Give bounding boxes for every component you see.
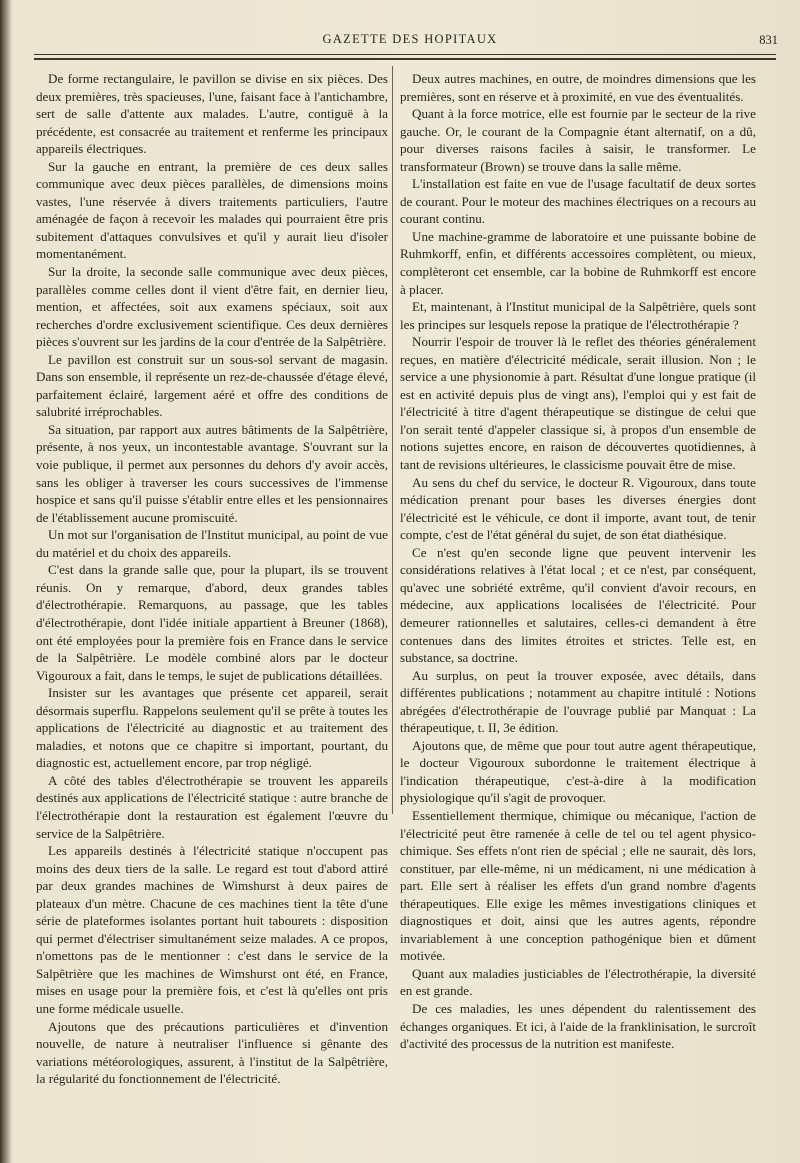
paragraph: Insister sur les avantages que présente cet appareil, serait désormais superflu. Rappelons seulement qu'il se prête à toutes les applications de l'électricité au diagnostic et au traitement des maladies, et notons que ce chapitre si important, pourtant, du diagnostic est, actuellement encore, par trop négligé. [36, 685, 388, 771]
paragraph: Quant aux maladies justiciables de l'électrothérapie, la diversité en est grande. [400, 965, 756, 999]
journal-title: GAZETTE DES HOPITAUX [322, 32, 498, 46]
paragraph: L'installation est faite en vue de l'usage facultatif de deux sortes de courant. Pour le moteur des machines électriques on a recours au courant continu. [400, 176, 756, 227]
left-column [36, 70, 388, 1088]
paragraph: Sur la droite, la seconde salle communique avec deux pièces, parallèles comme celles dont il vient d'être fait, en dernier lieu, mention, et affectées, soit aux examens spéciaux, soit aux recherches d'ordre exclusivement scientifique. Ces deux dernières pièces s'ouvrent sur les jardins de la cour d'entrée de la Salpêtrière. [36, 264, 388, 350]
paragraph: Et, maintenant, à l'Institut municipal de la Salpêtrière, quels sont les principes sur lesquels repose la pratique de l'électrothérapie ? [400, 299, 756, 332]
paragraph: A côté des tables d'électrothérapie se trouvent les appareils destinés aux applications de l'électricité statique : autre branche de l'électrothérapie dont la restauration est également l'œuvre du service de la Salpêtrière. [36, 772, 388, 841]
paragraph: Un mot sur l'organisation de l'Institut municipal, au point de vue du matériel et du choix des appareils. [36, 527, 388, 560]
paragraph: Les appareils destinés à l'électricité statique n'occupent pas moins des deux tiers de la salle. Le regard est tout d'abord attiré par deux grandes machines de Wimshurst à deux paires de plateaux d'un mètre. Chacune de ces machines tient la tête d'une série de plateformes isolantes portant huit tabourets : disposition qui permet d'électriser simultanément seize malades. A ce propos, n'omettons pas de le mentionner : c'est dans le service de la Salpêtrière que les machines de Wimshurst ont été, en France, mises en usage pour la première fois, et c'est là qu'elles ont pris une forme médicale usuelle. [36, 843, 388, 1016]
paragraph: Deux autres machines, en outre, de moindres dimensions que les premières, sont en réserve et à proximité, en vue des éventualités. [400, 71, 756, 104]
paragraph: Ce n'est qu'en seconde ligne que peuvent intervenir les considérations relatives à l'état local ; et ce n'est, par conséquent, qu'avec une sobriété extrême, qu'il convient d'avoir recours, en médecine, aux applications localisées de l'électricité. Pour demeurer rationnelles et salutaires, celles-ci demandent à être contenues dans des limites étroites et strictes. Telle est, en substance, sa doctrine. [400, 544, 756, 666]
column-divider [392, 66, 393, 814]
paragraph: Le pavillon est construit sur un sous-sol servant de magasin. Dans son ensemble, il représente un rez-de-chaussée d'étage élevé, parfaitement éclairé, largement aéré et offre des conditions de salubrité irréprochables. [36, 351, 388, 420]
page-number: 831 [759, 33, 778, 47]
paragraph: Au sens du chef du service, le docteur R. Vigouroux, dans toute médication prenant pour bases les diverses énergies dont l'électricité est le véhicule, ce dont il importe, avant tout, de tenir compte, c'est de l'état général du sujet, de son état diathésique. [400, 474, 756, 543]
paragraph: De forme rectangulaire, le pavillon se divise en six pièces. Des deux premières, très spacieuses, l'une, faisant face à l'antichambre, sert de salle d'attente aux malades. L'autre, contiguë à la précédente, est consacrée au traitement et renferme les principaux appareils électriques. [36, 71, 388, 157]
binding-shadow [0, 0, 12, 1163]
page-header [34, 26, 786, 54]
paragraph: Nourrir l'espoir de trouver là le reflet des théories généralement reçues, en matière d'électricité médicale, serait illusion. Non ; le service a une physionomie à part. Résultat d'une longue pratique (il est en activité depuis plus de vingt ans), l'emploi qui y est fait de l'électricité à titre d'agent thérapeutique se distingue de celui que l'on serait tenté d'appeler classique si, à propos d'un ensemble de notions sujettes encore, en raison de découvertes quotidiennes, à tant de revisions ultérieures, le classicisme pouvait être de mise. [400, 334, 756, 473]
paragraph: Au surplus, on peut la trouver exposée, avec détails, dans différentes publications ; notamment au chapitre intitulé : Notions abrégées d'électrothérapie de l'ouvrage publié par Manquat : La thérapeutique, t. II, 3e édition. [400, 667, 756, 736]
paragraph: Quant à la force motrice, elle est fournie par le secteur de la rive gauche. Or, le courant de la Compagnie étant alternatif, on a dû, pour diverses raisons faciles à saisir, le transformer. Le transformateur (Brown) se trouve dans la salle même. [400, 106, 756, 174]
paragraph: Ajoutons que, de même que pour tout autre agent thérapeutique, le docteur Vigouroux subordonne le traitement électrique à l'indication thérapeutique, c'est-à-dire à la modification physiologique qu'il s'agit de provoquer. [400, 737, 756, 806]
header-rule [34, 54, 776, 55]
paragraph: Ajoutons que des précautions particulières et d'invention nouvelle, de nature à neutraliser l'influence si gênante des variations météorologiques, assurent, à l'institut de la Salpêtrière, la régularité du fonctionnement de l'électricité. [36, 1018, 388, 1087]
right-column [400, 70, 756, 1053]
paragraph: De ces maladies, les unes dépendent du ralentissement des échanges organiques. Et ici, à l'aide de la franklinisation, le surcroît d'activité des processus de la nutrition est manifeste. [400, 1000, 756, 1052]
paragraph: C'est dans la grande salle que, pour la plupart, ils se trouvent réunis. On y remarque, d'abord, deux grandes tables d'électrothérapie. Remarquons, au passage, que les tables d'électrothérapie, dont l'idée initiale appartient à Breuner (1868), ont été employées pour la première fois en France dans le service de la Salpêtrière. Le modèle combiné alors par le docteur Vigouroux a fait, dans le temps, le sujet de publications détaillées. [36, 562, 388, 683]
header-rule-thick [34, 58, 776, 60]
paragraph: Essentiellement thermique, chimique ou mécanique, l'action de l'électricité peut être ramenée à celle de tel ou tel agent physico-chimique. Ses effets n'ont rien de spécial ; elle ne saurait, dès lors, constituer, par elle-même, ni un médicament, ni une médication à part. Elle sert à réaliser les effets d'un grand nombre d'agents thérapeutiques. Elle exige les mêmes investigations cliniques et diagnostiques et doit, ainsi que les autres agents, répondre invariablement à une conception pathogénique bien et dûment motivée. [400, 807, 756, 964]
paragraph: Sur la gauche en entrant, la première de ces deux salles communique avec deux pièces parallèles, de dimensions moins vastes, l'une réservée à divers traitements particuliers, l'autre aménagée de façon à recevoir les malades qui pourraient être pris subitement d'attaques convulsives et qu'il y aurait lieu d'isoler momentanément. [36, 158, 388, 262]
paragraph: Sa situation, par rapport aux autres bâtiments de la Salpêtrière, présente, à nos yeux, un incontestable avantage. S'ouvrant sur la voie publique, il permet aux personnes du dehors d'y avoir accès, sans les obliger à traverser les cours successives de l'immense hospice et sans qu'il puisse s'établir entre elles et les pensionnaires de l'établissement aucune promiscuité. [36, 421, 388, 525]
paragraph: Une machine-gramme de laboratoire et une puissante bobine de Ruhmkorff, enfin, et différents accessoires complètent, ou mieux, complèteront cet ensemble, car la bobine de Ruhmkorff est encore à placer. [400, 228, 756, 297]
